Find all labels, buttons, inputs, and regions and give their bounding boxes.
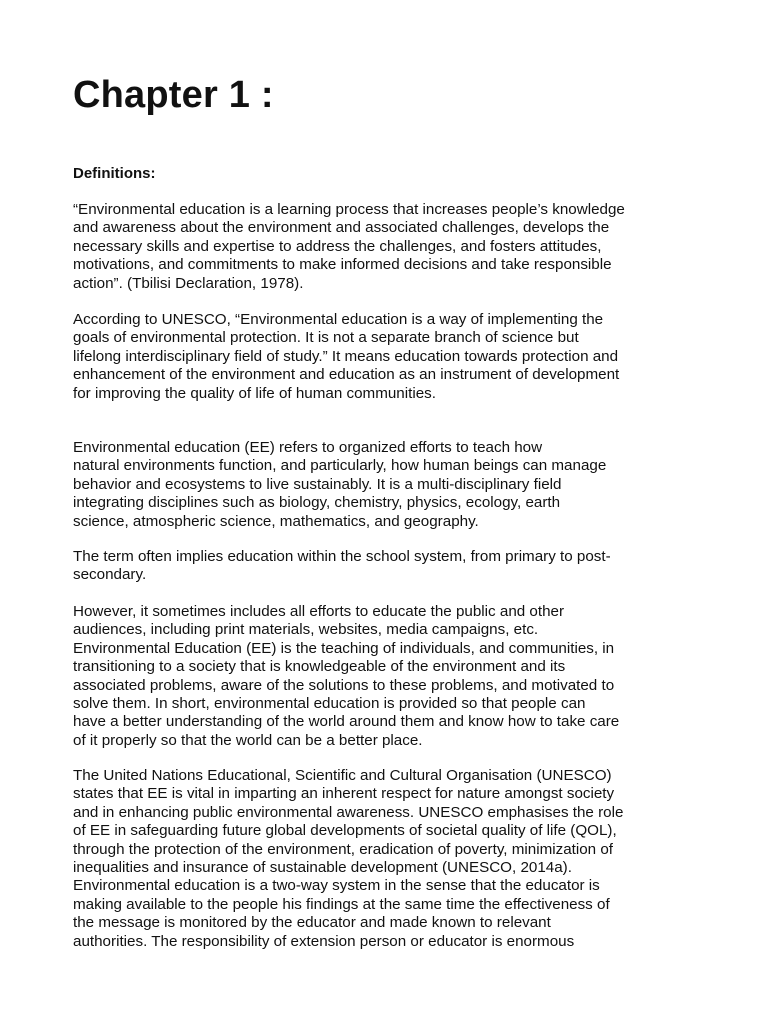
paragraph-school-system	[73, 548, 693, 585]
text-line: Environmental Education (EE) is the teaching of individuals, and communities, in	[73, 639, 615, 657]
paragraph-public-education	[73, 603, 693, 750]
text-line: Environmental education (EE) refers to organized efforts to teach how	[73, 439, 543, 456]
text-line: The term often implies education within the school system, from primary to post-	[73, 548, 611, 565]
text-line: goals of environmental protection. It is not a separate branch of science but	[73, 329, 579, 347]
text-line: of it properly so that the world can be a better place.	[73, 731, 423, 749]
paragraph-unesco-role	[73, 767, 693, 951]
text-line: and awareness about the environment and associated challenges, develops the	[73, 219, 610, 237]
text-line: inequalities and insurance of sustainable development (UNESCO, 2014a).	[73, 858, 572, 876]
text-line: behavior and ecosystems to live sustainably. It is a multi-disciplinary field	[73, 475, 562, 493]
text-line: have a better understanding of the world around them and know how to take care	[73, 713, 620, 731]
text-line: for improving the quality of life of human communities.	[73, 384, 436, 402]
text-line: Environmental education is a two-way system in the sense that the educator is	[73, 877, 600, 895]
text-line: integrating disciplines such as biology, chemistry, physics, ecology, earth	[73, 494, 561, 512]
text-line: authorities. The responsibility of extension person or educator is enormous	[73, 932, 575, 950]
text-line: of EE in safeguarding future global developments of societal quality of life (QOL),	[73, 822, 617, 840]
text-line: making available to the people his findings at the same time the effectiveness of	[73, 895, 610, 913]
text-line: associated problems, aware of the solutions to these problems, and motivated to	[73, 676, 615, 694]
text-line: and in enhancing public environmental awareness. UNESCO emphasises the role	[73, 803, 624, 821]
text-line: natural environments function, and particularly, how human beings can manage	[73, 457, 607, 475]
text-line: “Environmental education is a learning process that increases people’s knowledge	[73, 201, 625, 218]
paragraph-unesco-definition	[73, 311, 693, 403]
text-line: states that EE is vital in imparting an inherent respect for nature amongst society	[73, 785, 615, 803]
text-line: lifelong interdisciplinary field of study.” It means education towards protection and	[73, 347, 619, 365]
text-line: According to UNESCO, “Environmental education is a way of implementing the	[73, 311, 604, 328]
text-line: the message is monitored by the educator and made known to relevant	[73, 914, 551, 932]
text-line: However, it sometimes includes all efforts to educate the public and other	[73, 603, 565, 620]
text-line: enhancement of the environment and education as an instrument of development	[73, 366, 620, 384]
text-line: solve them. In short, environmental education is provided so that people can	[73, 694, 586, 712]
definitions-heading: Definitions:	[73, 165, 156, 182]
text-line: science, atmospheric science, mathematics, and geography.	[73, 512, 479, 530]
text-line: secondary.	[73, 566, 147, 584]
chapter-title: Chapter 1 :	[73, 74, 274, 116]
text-line: transitioning to a society that is knowledgeable of the environment and its	[73, 658, 566, 676]
text-line: motivations, and commitments to make informed decisions and take responsible	[73, 256, 612, 274]
text-line: The United Nations Educational, Scientific and Cultural Organisation (UNESCO)	[73, 767, 612, 784]
paragraph-ee-overview	[73, 439, 693, 531]
text-line: action”. (Tbilisi Declaration, 1978).	[73, 274, 304, 292]
text-line: through the protection of the environment, eradication of poverty, minimization of	[73, 840, 614, 858]
text-line: audiences, including print materials, websites, media campaigns, etc.	[73, 621, 539, 639]
paragraph-tbilisi-definition	[73, 201, 693, 293]
text-line: necessary skills and expertise to address the challenges, and fosters attitudes,	[73, 237, 602, 255]
